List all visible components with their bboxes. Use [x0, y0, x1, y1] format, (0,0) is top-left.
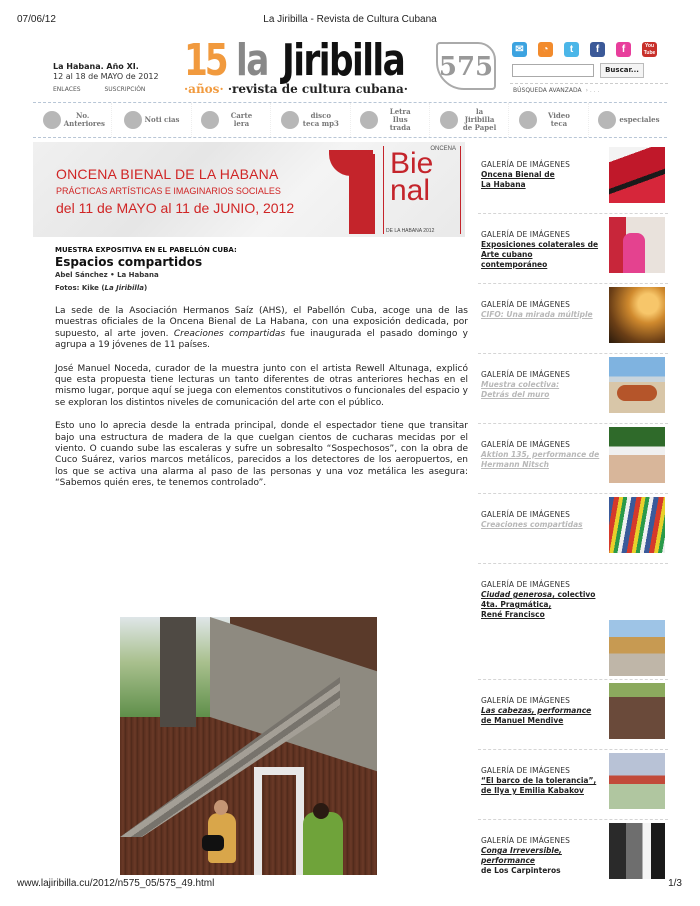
- bienal-wordmark: ONCENA Bie nal DE LA HABANA 2012: [383, 146, 461, 234]
- gallery-thumbnail[interactable]: [609, 620, 665, 676]
- chevron-right-icon: › . . .: [585, 87, 600, 94]
- paper-icon: [440, 111, 458, 129]
- gallery-item[interactable]: GALERÍA DE IMÁGENES Ciudad generosa, colectivo 4ta. Pragmática, René Francisco: [478, 564, 668, 680]
- masthead-dates: 12 al 18 de MAYO de 2012: [53, 72, 159, 81]
- logo-anos: ·años·: [184, 82, 224, 96]
- gallery-item[interactable]: GALERÍA DE IMÁGENES Conga Irreversible, performance de Los Carpinteros: [478, 820, 668, 890]
- article-byline: Abel Sánchez • La Habana: [55, 271, 159, 279]
- gallery-thumbnail[interactable]: [609, 427, 665, 483]
- gallery-thumbnail[interactable]: [609, 147, 665, 203]
- article-paragraph: Esto uno lo aprecia desde la entrada principal, donde el espectador tiene que transitar bajo una estructura de madera de la que cuelgan cientos de cucharas mecidas por el viento. O cuando sube las escaleras y sufre un sobresalto “Sospechosos”, con la obra de Cuco Suárez, varios marcos metálicos, parecidos a los detectores de los aeropuertos, en los que se activa una alarma al paso de las personas y una voz metálica les asegura: “Sabemos quién eres, te tenemos controlado”.: [55, 421, 468, 489]
- nav-item-cartelera[interactable]: Carte lera: [192, 103, 271, 137]
- logo-tagline: ·revista de cultura cubana·: [227, 82, 408, 96]
- nav-item-jiribilla-papel[interactable]: la Jiribilla de Papel: [430, 103, 509, 137]
- nav-item-especiales[interactable]: especiales: [589, 103, 667, 137]
- facebook-alt-icon[interactable]: f: [616, 42, 631, 57]
- gallery-link[interactable]: Aktion 135, performance de Hermann Nitsch: [481, 450, 600, 469]
- logo-la: la: [236, 35, 268, 86]
- gallery-link[interactable]: Exposiciones colaterales de Arte cubano contemporáneo: [481, 240, 599, 269]
- music-icon: [281, 111, 299, 129]
- gallery-item[interactable]: GALERÍA DE IMÁGENES Exposiciones colaterales de Arte cubano contemporáneo: [478, 214, 668, 284]
- bienal-banner[interactable]: [33, 142, 465, 237]
- banner-subtitle: PRÁCTICAS ARTÍSTICAS E IMAGINARIOS SOCIALES: [56, 186, 281, 196]
- advanced-search-link[interactable]: [513, 87, 599, 94]
- print-page-number: 1/3: [668, 878, 682, 889]
- photo-credit: Fotos: Kike (La Jiribilla): [55, 284, 148, 292]
- masthead-links: [53, 86, 167, 93]
- gallery-link[interactable]: Muestra colectiva: Detrás del muro: [481, 380, 560, 399]
- news-icon: [124, 111, 142, 129]
- facebook-icon[interactable]: f: [590, 42, 605, 57]
- back-issues-icon: [43, 111, 61, 129]
- gallery-link[interactable]: Conga Irreversible, performance de Los Carpinteros: [481, 846, 562, 875]
- article-title: Espacios compartidos: [55, 255, 203, 269]
- gallery-link[interactable]: Oncena Bienal de La Habana: [481, 170, 555, 189]
- article-paragraph: José Manuel Noceda, curador de la muestra junto con el artista Rewell Altunaga, explicó que esta propuesta tiene lecturas un tanto diferentes de otras anteriores hechas en el mismo lugar, porque aquí se juega con elementos constitutivos o funcionales del espacio y se exploran los distintos niveles de comunicación del arte con el público.: [55, 363, 468, 408]
- nav-item-discoteca[interactable]: disco teca mp3: [271, 103, 350, 137]
- rss-icon[interactable]: ◔: [538, 42, 553, 57]
- link-suscripcion[interactable]: SUSCRIPCIÓN: [104, 86, 146, 93]
- banner-dates: del 11 de MAYO al 11 de JUNIO, 2012: [56, 200, 295, 216]
- gallery-thumbnail[interactable]: [609, 217, 665, 273]
- advanced-search-label: BÚSQUEDA AVANZADA: [513, 87, 582, 94]
- gallery-item[interactable]: GALERÍA DE IMÁGENES CIFO: Una mirada múltiple: [478, 284, 668, 354]
- section-nav: [33, 102, 667, 138]
- search-input[interactable]: [512, 64, 594, 77]
- gallery-link[interactable]: Las cabezas, performance de Manuel Mendive: [481, 706, 592, 725]
- gallery-thumbnail[interactable]: [609, 683, 665, 739]
- divider: [510, 83, 668, 84]
- gallery-item[interactable]: GALERÍA DE IMÁGENES Oncena Bienal de La Habana: [478, 144, 668, 214]
- gallery-item[interactable]: GALERÍA DE IMÁGENES Aktion 135, performance de Hermann Nitsch: [478, 424, 668, 494]
- issue-number-badge: 575: [436, 42, 496, 90]
- gallery-item[interactable]: GALERÍA DE IMÁGENES Muestra colectiva: Detrás del muro: [478, 354, 668, 424]
- gallery-thumbnail[interactable]: [609, 753, 665, 809]
- site-logo[interactable]: [184, 35, 496, 100]
- masthead-info: [53, 62, 167, 93]
- book-icon: [360, 111, 378, 129]
- billboard-icon: [201, 111, 219, 129]
- gallery-sidebar: [478, 144, 668, 890]
- video-icon: [519, 111, 537, 129]
- gallery-item[interactable]: GALERÍA DE IMÁGENES “El barco de la tolerancia”, de Ilya y Emilia Kabakov: [478, 750, 668, 820]
- gallery-thumbnail[interactable]: [609, 823, 665, 879]
- mail-icon[interactable]: ✉: [512, 42, 527, 57]
- gallery-link[interactable]: Ciudad generosa, colectivo 4ta. Pragmática,: [481, 590, 596, 609]
- nav-item-anteriores[interactable]: No. Anteriores: [33, 103, 112, 137]
- gallery-item[interactable]: GALERÍA DE IMÁGENES Las cabezas, performance de Manuel Mendive: [478, 680, 668, 750]
- gallery-thumbnail[interactable]: [609, 497, 665, 553]
- print-page-title: La Jiribilla - Revista de Cultura Cubana: [263, 14, 437, 25]
- bienal-one-logo-icon: [329, 146, 375, 234]
- bienal-big-text: Bie nal: [390, 147, 434, 207]
- gallery-thumbnail[interactable]: [609, 357, 665, 413]
- gallery-link[interactable]: Creaciones compartidas: [481, 520, 583, 529]
- specials-icon: [598, 111, 616, 129]
- gallery-link[interactable]: CIFO: Una mirada múltiple: [481, 310, 593, 319]
- search-button[interactable]: Buscar...: [600, 63, 644, 78]
- print-url: www.lajiribilla.cu/2012/n575_05/575_49.html: [17, 878, 215, 889]
- youtube-icon[interactable]: You Tube: [643, 43, 656, 56]
- metal-detector-frame: [254, 767, 304, 875]
- article: [55, 246, 468, 490]
- logo-anniversary: 15: [184, 35, 226, 86]
- gallery-link-artist[interactable]: René Francisco: [481, 610, 545, 619]
- print-date: 07/06/12: [17, 14, 56, 25]
- article-paragraph: La sede de la Asociación Hermanos Saíz (AHS), el Pabellón Cuba, acoge una de las muestras oficiales de la Oncena Bienal de La Habana, con una exposición dedicada, por supuesto, al arte joven. Creaciones compartidas fue inaugurada el pasado domingo y agrupa a 19 jóvenes de 11 países.: [55, 306, 468, 351]
- gallery-item[interactable]: GALERÍA DE IMÁGENES Creaciones compartidas: [478, 494, 668, 564]
- logo-name: Jiribilla: [282, 35, 405, 86]
- logo-tagline-row: [184, 82, 408, 96]
- article-kicker: MUESTRA EXPOSITIVA EN EL PABELLÓN CUBA:: [55, 246, 237, 254]
- article-photo[interactable]: [120, 617, 377, 875]
- nav-item-videoteca[interactable]: Video teca: [509, 103, 588, 137]
- gallery-link[interactable]: “El barco de la tolerancia”, de Ilya y Emilia Kabakov: [481, 776, 597, 795]
- nav-item-noticias[interactable]: Noti cias: [112, 103, 191, 137]
- link-enlaces[interactable]: ENLACES: [53, 86, 81, 93]
- nav-item-letra-ilustrada[interactable]: Letra Ilus trada: [351, 103, 430, 137]
- twitter-icon[interactable]: t: [564, 42, 579, 57]
- gallery-thumbnail[interactable]: [609, 287, 665, 343]
- banner-headline: ONCENA BIENAL DE LA HABANA: [56, 166, 279, 182]
- masthead-city: La Habana. Año XI.: [53, 62, 139, 71]
- social-icons: [512, 42, 657, 57]
